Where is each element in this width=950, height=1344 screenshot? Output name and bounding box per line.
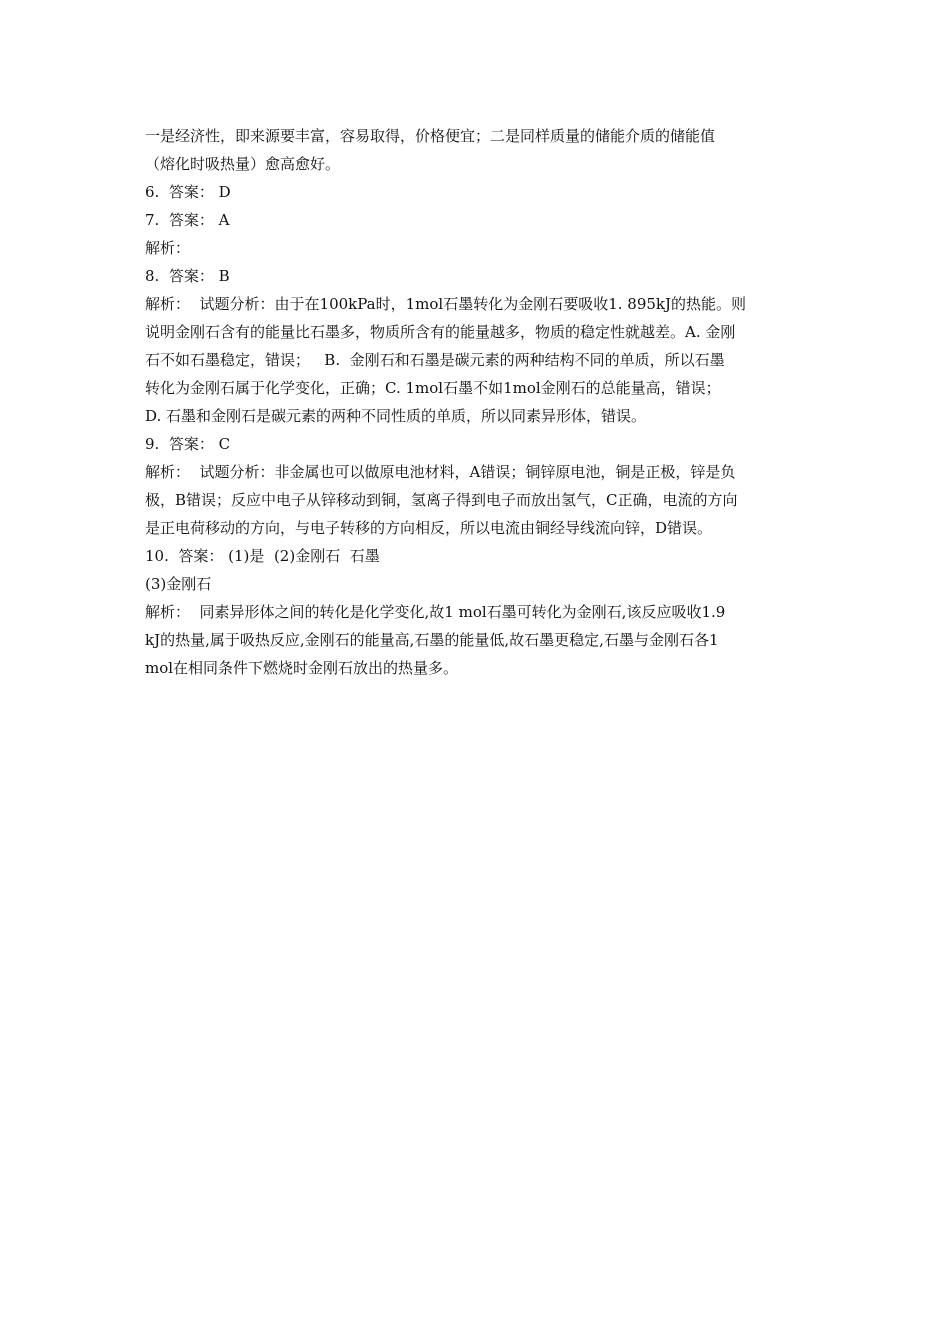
text-line: 石不如石墨稳定，错误； B. 金刚石和石墨是碳元素的两种结构不同的单质，所以石墨: [145, 351, 725, 369]
answer-line-7: 7. 答案： A: [145, 211, 230, 229]
analysis-line: 解析：: [145, 239, 191, 257]
text-line: （熔化时吸热量）愈高愈好。: [145, 155, 341, 173]
document-body: [145, 122, 810, 682]
analysis-line: 解析： 试题分析：由于在100kPa时，1mol石墨转化为金刚石要吸收1. 895kJ的热能。则: [145, 295, 747, 313]
text-line: 说明金刚石含有的能量比石墨多，物质所含有的能量越多，物质的稳定性就越差。A. 金刚: [145, 323, 736, 341]
answer-line-9: 9. 答案： C: [145, 435, 231, 453]
text-line: 转化为金刚石属于化学变化，正确；C. 1mol石墨不如1mol金刚石的总能量高，错误；: [145, 379, 721, 397]
answer-line-6: 6. 答案： D: [145, 183, 231, 201]
text-line: kJ的热量,属于吸热反应,金刚石的能量高,石墨的能量低,故石墨更稳定,石墨与金刚石各1: [145, 631, 719, 649]
text-line: 一是经济性，即来源要丰富，容易取得，价格便宜；二是同样质量的储能介质的储能值: [145, 127, 716, 145]
text-line: D. 石墨和金刚石是碳元素的两种不同性质的单质，所以同素异形体，错误。: [145, 407, 647, 425]
text-line: (3)金刚石: [145, 575, 212, 593]
text-line: 极，B错误；反应中电子从锌移动到铜，氢离子得到电子而放出氢气，C正确，电流的方向: [145, 491, 738, 509]
text-line: mol在相同条件下燃烧时金刚石放出的热量多。: [145, 659, 459, 677]
answer-line-8: 8. 答案： B: [145, 267, 230, 285]
text-line: 是正电荷移动的方向，与电子转移的方向相反，所以电流由铜经导线流向锌，D错误。: [145, 519, 713, 537]
analysis-line: 解析： 试题分析：非金属也可以做原电池材料，A错误；铜锌原电池，铜是正极，锌是负: [145, 463, 736, 481]
analysis-line: 解析： 同素异形体之间的转化是化学变化,故1 mol石墨可转化为金刚石,该反应吸收1.9: [145, 603, 726, 621]
answer-line-10: 10. 答案： (1)是 (2)金刚石 石墨: [145, 547, 380, 565]
